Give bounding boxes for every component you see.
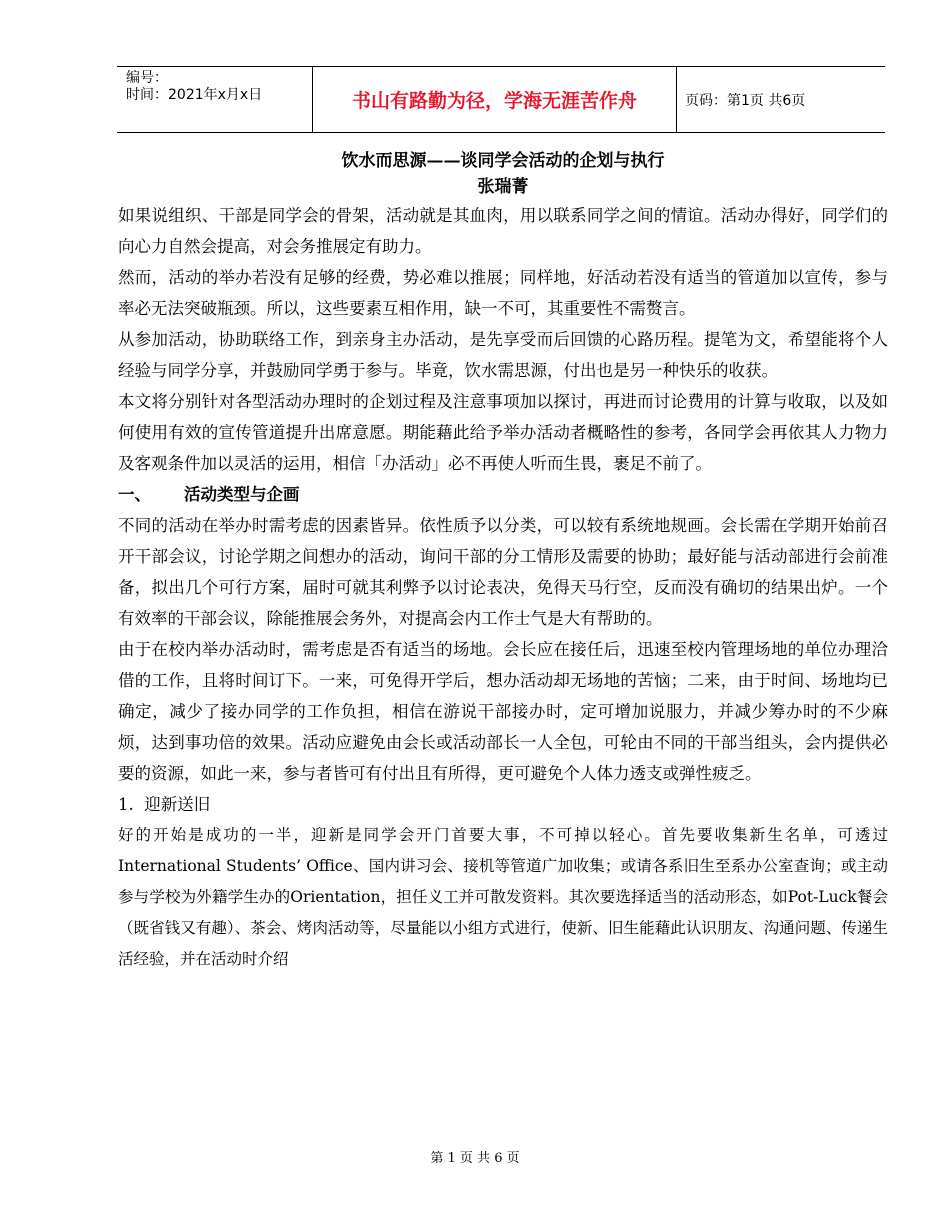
header-meta-cell — [117, 67, 313, 132]
document-header-table — [117, 66, 885, 133]
intro-paragraph: 然而，活动的举办若没有足够的经费，势必难以推展；同样地，好活动若没有适当的管道加以宣传，参与率必无法突破瓶颈。所以，这些要素互相作用，缺一不可，其重要性不需赘言。 — [118, 268, 888, 318]
page-footer: 第 1 页 共 6 页 — [430, 1151, 520, 1166]
section-title: 活动类型与企画 — [184, 485, 300, 504]
motto-text: 书山有路勤为径，学海无涯苦作舟 — [351, 90, 637, 112]
section-paragraph: 由于在校内举办活动时，需考虑是否有适当的场地。会长应在接任后，迅速至校内管理场地的单位办理洽借的工作，且将时间订下。一来，可免得开学后，想办活动却无场地的苦恼；二来，由于时间、场地均已确定，减少了接办同学的工作负担，相信在游说干部接办时，定可增加说服力，并减少筹办时的不少麻烦，达到事功倍的效果。活动应避免由会长或活动部长一人全包，可轮由不同的干部当组头，会内提供必要的资源，如此一来，参与者皆可有付出且有所得，更可避免个人体力透支或弹性疲乏。 — [118, 640, 888, 783]
intro-paragraph: 从参加活动，协助联络工作，到亲身主办活动，是先享受而后回馈的心路历程。提笔为文，希望能将个人经验与同学分享，并鼓励同学勇于参与。毕竟，饮水需思源，付出也是另一种快乐的收获。 — [118, 330, 888, 380]
date-label: 时间：2021年x月x日 — [126, 87, 263, 103]
section-number: 一、 — [118, 485, 151, 504]
section-paragraph: 不同的活动在举办时需考虑的因素皆异。依性质予以分类，可以较有系统地规画。会长需在学期开始前召开干部会议，讨论学期之间想办的活动，询问干部的分工情形及需要的协助；最好能与活动部进行会前准备，拟出几个可行方案，届时可就其利弊予以讨论表决，免得天马行空，反而没有确切的结果出炉。一个有效率的干部会议，除能推展会务外，对提高会内工作士气是大有帮助的。 — [118, 516, 888, 628]
serial-number-label: 编号： — [126, 70, 168, 86]
article-body — [118, 148, 888, 975]
intro-paragraph: 如果说组织、干部是同学会的骨架，活动就是其血肉，用以联系同学之间的情谊。活动办得好，同学们的向心力自然会提高，对会务推展定有助力。 — [118, 206, 888, 256]
page-info-text: 页码：第1页 共6页 — [685, 92, 806, 109]
article-author: 张瑞菁 — [477, 177, 529, 197]
article-title: 饮水而思源——谈同学会活动的企划与执行 — [341, 151, 665, 171]
subsection-heading: 1. 迎新送旧 — [118, 795, 211, 814]
intro-paragraph: 本文将分别针对各型活动办理时的企划过程及注意事项加以探讨，再进而讨论费用的计算与收取，以及如何使用有效的宣传管道提升出席意愿。期能藉此给予举办活动者概略性的参考，各同学会再依其人力物力及客观条件加以灵活的运用，相信「办活动」必不再使人听而生畏，裹足不前了。 — [118, 392, 888, 473]
subsection-paragraph: 好的开始是成功的一半，迎新是同学会开门首要大事，不可掉以轻心。首先要收集新生名单，可透过International Students’ Office、国内讲习会、接机等管道广加收集；或请各系旧生至系办公室查询；或主动参与学校为外籍学生办的Orientation，担任义工并可散发资料。其次要选择适当的活动形态，如Pot-Luck餐会（既省钱又有趣）、茶会、烤肉活动等，尽量能以小组方式进行，使新、旧生能藉此认识朋友、沟通问题、传递生活经验，并在活动时介绍 — [118, 826, 888, 968]
header-motto-cell — [313, 67, 677, 132]
header-page-cell — [677, 67, 885, 132]
section-heading — [118, 479, 888, 510]
